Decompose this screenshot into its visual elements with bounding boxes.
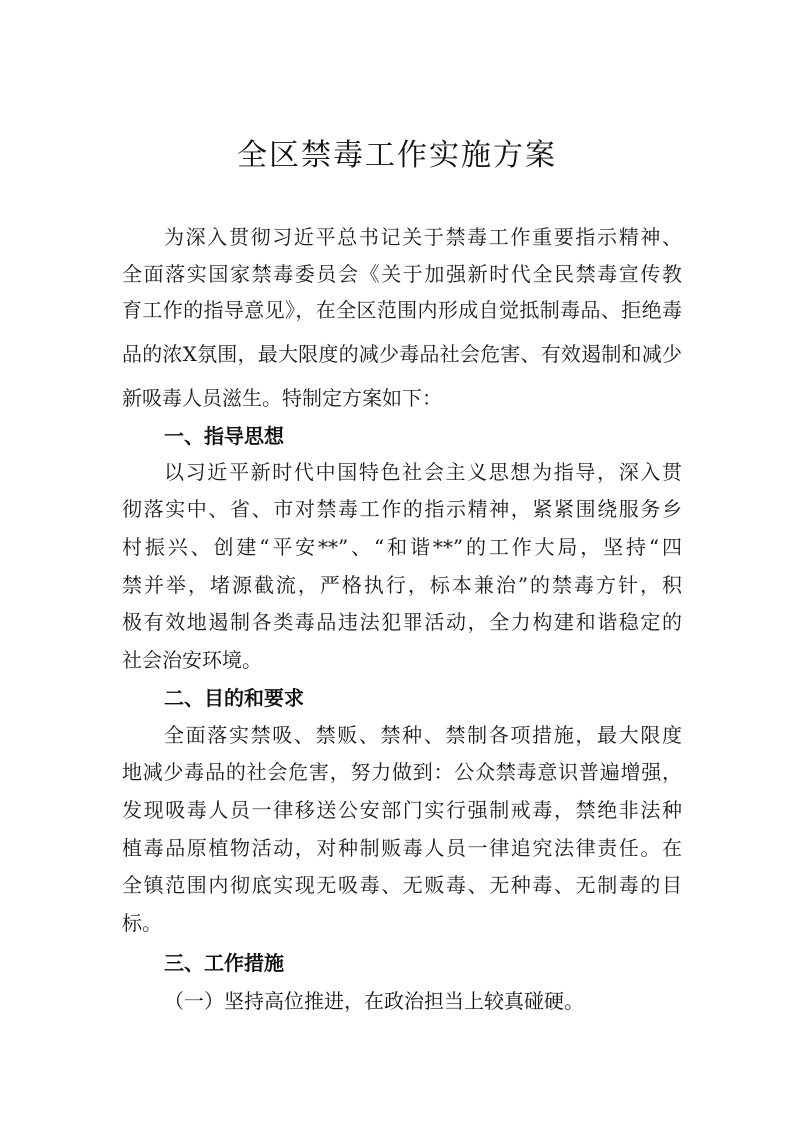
intro-line-1: 为深入贯彻习近平总书记关于禁毒工作重要指示精神、: [164, 225, 682, 249]
section1-line-5: 极有效地遏制各类毒品违法犯罪活动，全力构建和谐稳定的: [122, 610, 682, 634]
section1-line-4: 禁并举，堵源截流，严格执行，标本兼治”的禁毒方针，积: [122, 573, 682, 597]
document-title: 全区禁毒工作实施方案: [237, 138, 557, 173]
intro-line-2: 全面落实国家禁毒委员会《关于加强新时代全民禁毒宣传教: [122, 262, 682, 286]
section1-line-2: 彻落实中、省、市对禁毒工作的指示精神，紧紧围绕服务乡: [122, 497, 682, 521]
section1-line-6: 社会治安环境。: [122, 648, 262, 672]
intro-line-3: 育工作的指导意见》，在全区范围内形成自觉抵制毒品、拒绝毒: [122, 298, 682, 322]
section2-line-2: 地减少毒品的社会危害，努力做到：公众禁毒意识普遍增强，: [122, 760, 682, 784]
section3-subheading-1: （一）坚持高位推进，在政治担当上较真碰硬。: [164, 989, 584, 1013]
section-heading-measures: 三、工作措施: [164, 951, 284, 975]
intro-line-5: 新吸毒人员滋生。特制定方案如下：: [122, 386, 442, 410]
section2-line-1: 全面落实禁吸、禁贩、禁种、禁制各项措施，最大限度: [164, 723, 682, 747]
section1-line-3: 村振兴、创建“平安**”、“和谐**”的工作大局，坚持“四: [122, 535, 682, 559]
section-heading-purpose: 二、目的和要求: [164, 686, 304, 710]
intro-line-4: 品的浓X氛围，最大限度的减少毒品社会危害、有效遏制和减少: [122, 342, 682, 366]
section-heading-guiding-thought: 一、指导思想: [164, 424, 284, 448]
section2-line-5: 全镇范围内彻底实现无吸毒、无贩毒、无种毒、无制毒的目: [122, 873, 682, 897]
section2-line-4: 植毒品原植物活动，对种制贩毒人员一律追究法律责任。在: [122, 836, 682, 860]
section2-line-3: 发现吸毒人员一律移送公安部门实行强制戒毒，禁绝非法种: [122, 798, 682, 822]
section2-line-6: 标。: [122, 911, 162, 935]
section1-line-1: 以习近平新时代中国特色社会主义思想为指导，深入贯: [164, 460, 682, 484]
